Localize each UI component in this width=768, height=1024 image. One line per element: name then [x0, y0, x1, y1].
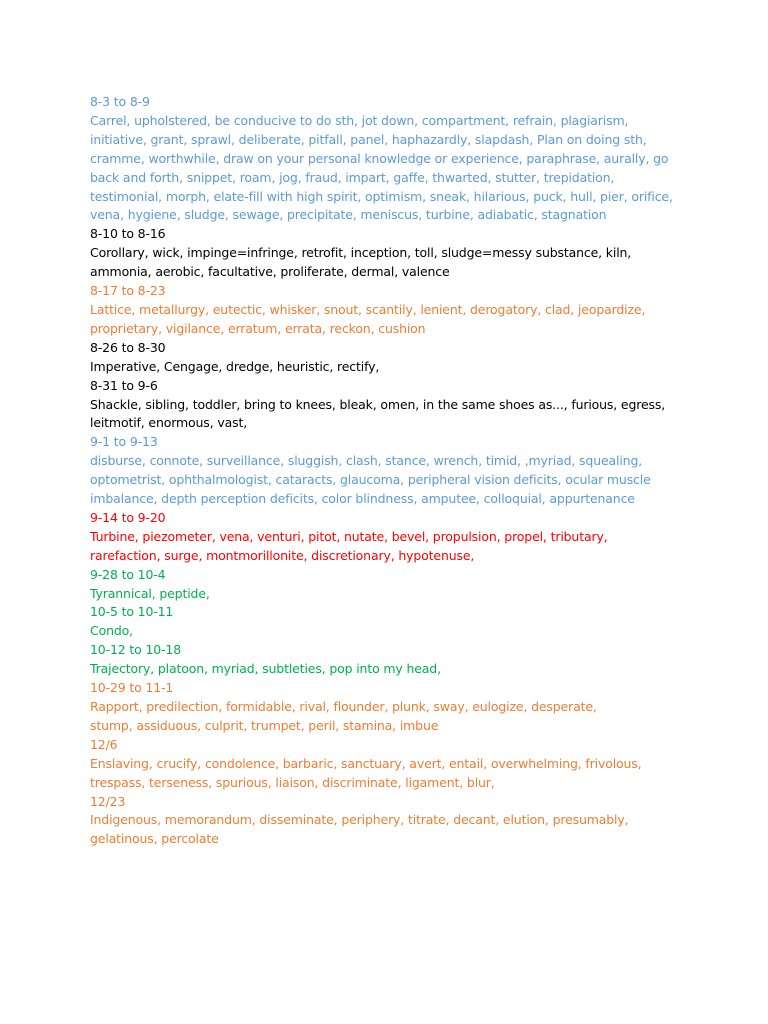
vocab-line: leitmotif, enormous, vast,	[90, 415, 248, 431]
vocab-line: cramme, worthwhile, draw on your personal knowledge or experience, paraphrase, aurally, go	[90, 150, 669, 166]
section-heading: 10-12 to 10-18	[90, 642, 182, 658]
vocab-line: rarefaction, surge, montmorillonite, discretionary, hypotenuse,	[90, 547, 475, 563]
section-heading: 8-10 to 8-16	[90, 226, 166, 242]
vocab-section	[90, 793, 690, 850]
vocab-line: optometrist, ophthalmologist, cataracts, glaucoma, peripheral vision deficits, ocular muscle	[90, 472, 651, 488]
vocab-line: vena, hygiene, sludge, sewage, precipitate, meniscus, turbine, adiabatic, stagnation	[90, 207, 607, 223]
vocab-line: disburse, connote, surveillance, sluggish, clash, stance, wrench, timid, ,myriad, squealing,	[90, 453, 643, 469]
vocab-line: Corollary, wick, impinge=infringe, retrofit, inception, toll, sludge=messy substance, kiln,	[90, 245, 632, 261]
vocab-line: Imperative, Cengage, dredge, heuristic, rectify,	[90, 358, 380, 374]
vocab-line: stump, assiduous, culprit, trumpet, peril, stamina, imbue	[90, 717, 439, 733]
vocab-line: ammonia, aerobic, facultative, proliferate, dermal, valence	[90, 264, 450, 280]
vocab-line: Tyrannical, peptide,	[90, 585, 210, 601]
section-heading: 8-17 to 8-23	[90, 283, 166, 299]
section-heading: 9-14 to 9-20	[90, 509, 166, 525]
section-heading: 12/6	[90, 736, 118, 752]
vocab-line: back and forth, snippet, roam, jog, fraud, impart, gaffe, thwarted, stutter, trepidation,	[90, 169, 615, 185]
section-heading: 8-26 to 8-30	[90, 339, 166, 355]
vocab-line: trespass, terseness, spurious, liaison, discriminate, ligament, blur,	[90, 774, 495, 790]
vocab-line: imbalance, depth perception deficits, color blindness, amputee, colloquial, appurtenance	[90, 491, 635, 507]
vocab-section	[90, 566, 690, 604]
section-heading: 8-3 to 8-9	[90, 94, 150, 109]
vocab-line: gelatinous, percolate	[90, 831, 219, 847]
vocab-section	[90, 433, 690, 509]
vocab-line: Shackle, sibling, toddler, bring to knees, bleak, omen, in the same shoes as..., furious, egress,	[90, 396, 666, 412]
section-heading: 12/23	[90, 793, 126, 809]
vocab-section	[90, 377, 690, 434]
vocab-section	[90, 736, 690, 793]
vocab-line: Trajectory, platoon, myriad, subtleties, pop into my head,	[90, 661, 441, 677]
vocab-section	[90, 225, 690, 282]
vocab-line: Carrel, upholstered, be conducive to do sth, jot down, compartment, refrain, plagiarism,	[90, 112, 629, 128]
vocab-section	[90, 339, 690, 377]
vocab-section	[90, 93, 690, 225]
vocab-line: Indigenous, memorandum, disseminate, periphery, titrate, decant, elution, presumably,	[90, 812, 629, 828]
section-heading: 10-5 to 10-11	[90, 604, 174, 620]
vocab-section	[90, 603, 690, 641]
section-heading: 9-1 to 9-13	[90, 434, 158, 450]
section-heading: 10-29 to 11-1	[90, 680, 174, 696]
vocab-line: initiative, grant, sprawl, deliberate, pitfall, panel, haphazardly, slapdash, Plan on doing sth,	[90, 131, 647, 147]
vocab-section	[90, 679, 690, 736]
vocab-section	[90, 641, 690, 679]
vocab-line: Turbine, piezometer, vena, venturi, pitot, nutate, bevel, propulsion, propel, tributary,	[90, 528, 608, 544]
vocab-line: Condo,	[90, 623, 133, 639]
vocab-line: Lattice, metallurgy, eutectic, whisker, snout, scantily, lenient, derogatory, clad, jeopardize,	[90, 301, 646, 317]
vocab-line: testimonial, morph, elate-fill with high spirit, optimism, sneak, hilarious, puck, hull, pier, orifice,	[90, 188, 673, 204]
vocab-line: Rapport, predilection, formidable, rival, flounder, plunk, sway, eulogize, desperate,	[90, 699, 597, 714]
vocabulary-document	[90, 93, 690, 849]
section-heading: 8-31 to 9-6	[90, 377, 158, 393]
vocab-section	[90, 282, 690, 339]
vocab-section	[90, 509, 690, 566]
vocab-line: proprietary, vigilance, erratum, errata, reckon, cushion	[90, 320, 426, 336]
section-heading: 9-28 to 10-4	[90, 566, 166, 582]
vocab-line: Enslaving, crucify, condolence, barbaric, sanctuary, avert, entail, overwhelming, frivolous,	[90, 755, 642, 771]
